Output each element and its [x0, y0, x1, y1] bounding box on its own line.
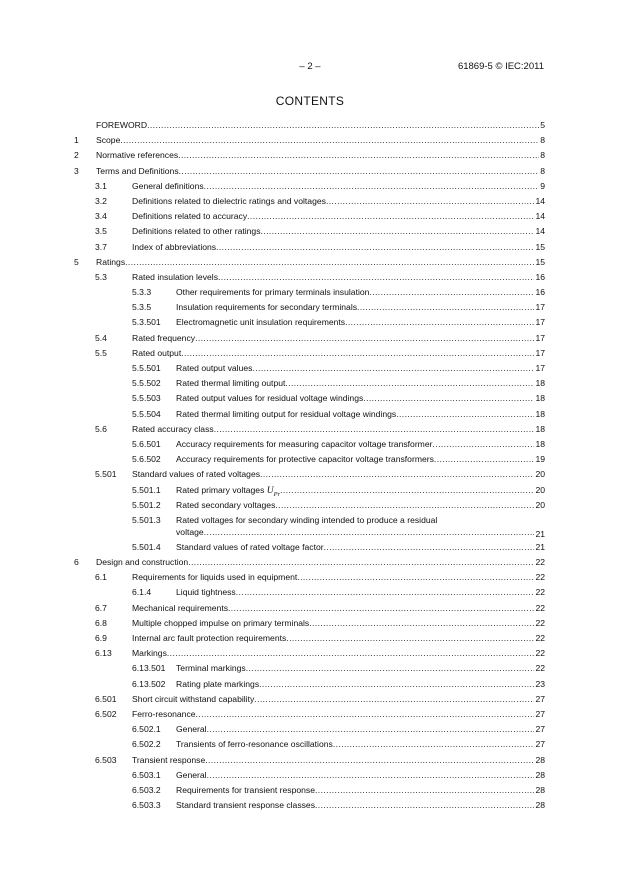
toc-entry-title: Rated frequency	[132, 332, 196, 343]
toc-entry-page: 27	[535, 693, 545, 704]
dot-leader	[218, 270, 534, 285]
toc-entry-page: 28	[535, 800, 545, 811]
toc-entry-title: Rated thermal limiting output for residual voltage windings	[176, 408, 397, 419]
toc-entry[interactable]	[74, 513, 545, 540]
toc-entry-page: 17	[535, 332, 545, 343]
toc-entry-page: 18	[535, 423, 545, 434]
toc-entry-number: 5.3.501	[132, 317, 161, 328]
toc-entry-title: Rated voltages for secondary winding intended to produce a residual	[176, 514, 438, 525]
dot-leader	[147, 118, 539, 133]
toc-entry-title: Ferro-resonance	[132, 708, 196, 719]
page-header	[0, 61, 620, 75]
toc-entry-number: 6.503.2	[132, 784, 161, 795]
toc-entry-page: 21	[535, 541, 545, 552]
toc-entry-number: 6.13	[95, 648, 112, 659]
page-number: – 2 –	[299, 61, 321, 72]
toc-entry-page: 27	[535, 739, 545, 750]
toc-entry-page: 18	[535, 408, 545, 419]
toc-entry-page: 5	[540, 120, 545, 130]
toc-entry-page: 15	[535, 256, 545, 267]
toc-entry-page: 15	[535, 241, 545, 252]
dot-leader	[167, 646, 535, 661]
toc-entry-number: 6.502.2	[132, 739, 161, 750]
toc-entry-title: Accuracy requirements for measuring capacitor voltage transformer	[176, 438, 433, 449]
toc-entry-title: Standard values of rated voltages	[132, 469, 261, 480]
dot-leader	[254, 692, 534, 707]
toc-entry[interactable]	[74, 179, 545, 194]
toc-entry-number: 5.6.501	[132, 438, 161, 449]
dot-leader	[204, 526, 535, 538]
toc-entry-page: 20	[535, 499, 545, 510]
toc-entry-title: Liquid tightness	[176, 587, 236, 598]
toc-entry-title: General definitions	[132, 180, 204, 191]
toc-entry[interactable]	[74, 498, 545, 513]
toc-entry[interactable]	[74, 753, 545, 768]
toc-entry-page: 22	[535, 572, 545, 583]
toc-entry-number: 5.3.3	[132, 287, 152, 298]
toc-entry-number: 5.3.5	[132, 302, 152, 313]
toc-entry-title: Scope	[96, 135, 121, 146]
dot-leader	[433, 437, 535, 452]
dot-leader	[207, 722, 535, 737]
toc-entry[interactable]	[74, 661, 545, 676]
toc-entry-title: Markings	[132, 648, 167, 659]
toc-entry-number: 6.1	[95, 572, 107, 583]
dot-leader	[207, 768, 535, 783]
dot-leader	[179, 164, 540, 179]
toc-entry-number: 1	[74, 135, 79, 146]
toc-entry-page: 22	[535, 557, 545, 568]
toc-entry-page: 16	[535, 271, 545, 282]
dot-leader	[195, 331, 534, 346]
dot-leader	[260, 467, 534, 482]
toc-entry[interactable]	[74, 467, 545, 482]
toc-entry-page: 19	[535, 454, 545, 465]
toc-entry-title: Rated output values	[176, 363, 253, 373]
toc-entry-page: 17	[535, 317, 545, 328]
toc-entry[interactable]	[74, 118, 545, 133]
toc-entry-number: 5	[74, 256, 79, 267]
toc-entry-number: 6.13.501	[132, 663, 166, 674]
toc-entry-number: 5.3	[95, 271, 107, 282]
toc-entry-page: 18	[535, 393, 545, 404]
toc-entry-number: 6.1.4	[132, 587, 152, 598]
dot-leader	[205, 753, 534, 768]
dot-leader	[228, 601, 534, 616]
toc-entry-page: 22	[535, 617, 545, 628]
toc-entry-title: Definitions related to accuracy	[132, 211, 248, 222]
toc-entry-title: Index of abbreviations	[132, 241, 217, 252]
dot-leader	[345, 315, 534, 330]
dot-leader	[120, 133, 539, 148]
toc-entry-page: 21	[535, 528, 545, 539]
toc-entry-number: 5.5.502	[132, 378, 161, 389]
toc-entry[interactable]	[74, 361, 545, 376]
toc-entry-title: Standard values of rated voltage factor	[176, 541, 324, 552]
dot-leader	[214, 422, 535, 437]
page-title: CONTENTS	[275, 94, 345, 108]
toc-entry-page: 20	[535, 469, 545, 480]
toc-entry[interactable]	[74, 194, 545, 209]
toc-entry-title: Transient response	[132, 754, 206, 765]
toc-entry-number: 5.5.503	[132, 393, 161, 404]
toc-entry-title: Rating plate markings	[176, 678, 260, 689]
toc-entry-number: 5.501.4	[132, 541, 161, 552]
toc-entry-number: 6.13.502	[132, 678, 166, 689]
toc-entry[interactable]	[74, 255, 545, 270]
toc-entry-number: 3.7	[95, 241, 107, 252]
toc-entry-page: 9	[540, 180, 545, 191]
toc-entry-number: 6	[74, 557, 79, 568]
dot-leader	[396, 407, 534, 422]
toc-entry[interactable]	[74, 540, 545, 555]
toc-entry[interactable]	[74, 133, 545, 148]
toc-entry-title: Short circuit withstand capability	[132, 693, 255, 704]
toc-entry-number: 5.501.1	[132, 484, 161, 495]
toc-entry-number: 6.503.1	[132, 769, 161, 780]
dot-leader	[216, 240, 534, 255]
toc-entry-title: Transients of ferro-resonance oscillations	[176, 739, 333, 750]
toc-entry-page: 27	[535, 708, 545, 719]
toc-entry-number: 3.1	[95, 180, 107, 191]
toc-entry[interactable]	[74, 270, 545, 285]
dot-leader	[326, 194, 534, 209]
toc-entry[interactable]	[74, 315, 545, 330]
toc-entry-page: 22	[535, 587, 545, 598]
toc-entry-title: Rated output values for residual voltage windings	[176, 393, 364, 404]
toc-entry-title: Terms and Definitions	[96, 165, 179, 176]
toc-entry[interactable]	[74, 722, 545, 737]
toc-entry[interactable]	[74, 483, 545, 498]
dot-leader	[286, 631, 534, 646]
toc-entry-title: Requirements for liquids used in equipment	[132, 572, 298, 583]
toc-entry-page: 14	[535, 226, 545, 237]
toc-entry[interactable]	[74, 616, 545, 631]
document-id: 61869-5 © IEC:2011	[457, 61, 544, 72]
toc-entry-number: 5.6	[95, 423, 107, 434]
toc-entry[interactable]	[74, 646, 545, 661]
toc-entry-title: Ratings	[96, 256, 126, 267]
toc-entry-title: FOREWORD	[96, 120, 148, 130]
toc-entry-page: 20	[535, 484, 545, 495]
toc-entry[interactable]	[74, 601, 545, 616]
toc-entry[interactable]	[74, 422, 545, 437]
dot-leader	[236, 585, 535, 600]
dot-leader	[315, 798, 534, 813]
toc-entry[interactable]	[74, 331, 545, 346]
toc-entry-page: 8	[540, 135, 545, 146]
toc-entry-number: 3	[74, 165, 79, 176]
toc-entry-page: 27	[535, 724, 545, 735]
dot-leader	[204, 179, 540, 194]
toc-entry[interactable]	[74, 783, 545, 798]
toc-entry-title: Terminal markings	[176, 663, 246, 674]
toc-entry-page: 22	[535, 648, 545, 659]
dot-leader	[297, 570, 534, 585]
toc-entry[interactable]	[74, 148, 545, 163]
dot-leader	[261, 224, 535, 239]
toc-entry-title: Standard transient response classes	[176, 800, 316, 811]
dot-leader	[333, 737, 535, 752]
toc-entry-title: Internal arc fault protection requirements	[132, 633, 287, 643]
toc-entry-title: Design and construction	[96, 557, 189, 568]
toc-entry-number: 3.5	[95, 226, 107, 237]
toc-entry-title: General	[176, 724, 207, 735]
toc-entry-title: Rated output	[132, 347, 182, 358]
dot-leader	[247, 209, 534, 224]
toc-entry-page: 28	[535, 784, 545, 795]
toc-entry[interactable]	[74, 285, 545, 300]
toc-entry-title: General	[176, 769, 207, 780]
toc-entry[interactable]	[74, 555, 545, 570]
toc-entry-number: 6.503	[95, 754, 117, 765]
toc-entry[interactable]	[74, 391, 545, 406]
dot-leader	[196, 707, 535, 722]
dot-leader	[259, 677, 534, 692]
dot-leader	[285, 376, 534, 391]
toc-entry-page: 22	[535, 663, 545, 674]
toc-entry-number: 5.5.501	[132, 363, 161, 373]
toc-entry-title: Electromagnetic unit insulation requirements	[176, 317, 346, 328]
dot-leader	[280, 483, 534, 498]
toc-entry-page: 23	[535, 678, 545, 689]
dot-leader	[246, 661, 535, 676]
voltage-symbol: $U_{Pr}$	[266, 485, 281, 498]
dot-leader	[315, 783, 534, 798]
toc-entry[interactable]	[74, 798, 545, 813]
toc-entry[interactable]	[74, 737, 545, 752]
toc-entry-title: Rated secondary voltages	[176, 499, 276, 510]
toc-entry-page: 8	[540, 165, 545, 176]
toc-entry-page: 22	[535, 602, 545, 613]
toc-entry-title: Requirements for transient response	[176, 784, 316, 795]
dot-leader	[252, 361, 534, 376]
toc-entry[interactable]	[74, 209, 545, 224]
dot-leader	[125, 255, 534, 270]
toc-entry[interactable]	[74, 585, 545, 600]
toc-entry[interactable]	[74, 768, 545, 783]
toc-entry-number: 5.501.3	[132, 514, 161, 525]
dot-leader	[188, 555, 534, 570]
toc-entry-title: Other requirements for primary terminals insulation	[176, 287, 370, 298]
toc-entry-page: 17	[535, 302, 545, 313]
toc-entry-title: Definitions related to other ratings	[132, 226, 261, 237]
toc-entry-page: 16	[535, 287, 545, 298]
dot-leader	[309, 616, 534, 631]
toc-entry[interactable]	[74, 570, 545, 585]
toc-entry-title: Normative references	[96, 150, 179, 161]
toc-entry-title: Rated accuracy class	[132, 423, 214, 434]
toc-entry-page: 14	[535, 195, 545, 206]
toc-entry[interactable]	[74, 376, 545, 391]
toc-entry-page: 28	[535, 754, 545, 765]
toc-entry-number: 6.503.3	[132, 800, 161, 811]
toc-entry-number: 6.502.1	[132, 724, 161, 735]
toc-entry-number: 3.4	[95, 211, 107, 222]
toc-entry-page: 8	[540, 150, 545, 161]
dot-leader	[324, 540, 535, 555]
toc-entry-number: 3.2	[95, 195, 107, 206]
toc-entry-number: 6.502	[95, 708, 117, 719]
toc-entry-number: 5.501.2	[132, 499, 161, 510]
toc-entry-number: 6.9	[95, 633, 107, 643]
toc-entry-title: Multiple chopped impulse on primary terminals	[132, 617, 310, 628]
toc-entry-page: 17	[535, 347, 545, 358]
toc-entry-page: 18	[535, 378, 545, 389]
toc-entry-title: Rated thermal limiting output	[176, 378, 286, 389]
toc-entry-page: 17	[535, 363, 545, 373]
toc-entry-number: 6.8	[95, 617, 107, 628]
dot-leader	[434, 452, 535, 467]
toc-entry-number: 6.7	[95, 602, 107, 613]
toc-entry[interactable]	[74, 240, 545, 255]
toc-entry-title: Accuracy requirements for protective capacitor voltage transformers	[176, 454, 434, 465]
toc-entry-page: 14	[535, 211, 545, 222]
toc-entry-number: 5.4	[95, 332, 107, 343]
toc-entry-number: 5.501	[95, 469, 117, 480]
dot-leader	[275, 498, 534, 513]
toc-entry-number: 5.6.502	[132, 454, 161, 465]
dot-leader	[178, 148, 539, 163]
toc-entry[interactable]	[74, 164, 545, 179]
toc-entry-title: Definitions related to dielectric ratings and voltages	[132, 195, 326, 206]
dot-leader	[363, 391, 534, 406]
toc-entry[interactable]	[74, 346, 545, 361]
toc-entry-title: Rated insulation levels	[132, 271, 218, 282]
toc-entry-page: 22	[535, 633, 545, 643]
toc-entry[interactable]	[74, 437, 545, 452]
toc-entry-number: 5.5.504	[132, 408, 161, 419]
toc-entry-title: Rated primary voltages $U_{Pr}$	[176, 484, 281, 498]
toc-entry-title: Insulation requirements for secondary terminals	[176, 302, 358, 313]
toc-entry[interactable]	[74, 707, 545, 722]
dot-leader	[357, 300, 534, 315]
toc-entry-page: 18	[535, 438, 545, 449]
toc-entry-title: Mechanical requirements	[132, 602, 229, 613]
toc-entry[interactable]	[74, 407, 545, 422]
dot-leader	[181, 346, 534, 361]
toc-entry-number: 5.5	[95, 347, 107, 358]
toc-entry-number: 6.501	[95, 693, 117, 704]
toc-entry[interactable]	[74, 300, 545, 315]
toc-entry-page: 28	[535, 769, 545, 780]
dot-leader	[369, 285, 534, 300]
toc-entry[interactable]	[74, 452, 545, 467]
toc-entry[interactable]	[74, 692, 545, 707]
toc-entry[interactable]	[74, 631, 545, 646]
toc-entry-number: 2	[74, 150, 79, 161]
toc-entry[interactable]	[74, 224, 545, 239]
table-of-contents	[74, 118, 545, 813]
toc-entry[interactable]	[74, 677, 545, 692]
toc-entry-title-continuation: voltage	[176, 526, 204, 537]
